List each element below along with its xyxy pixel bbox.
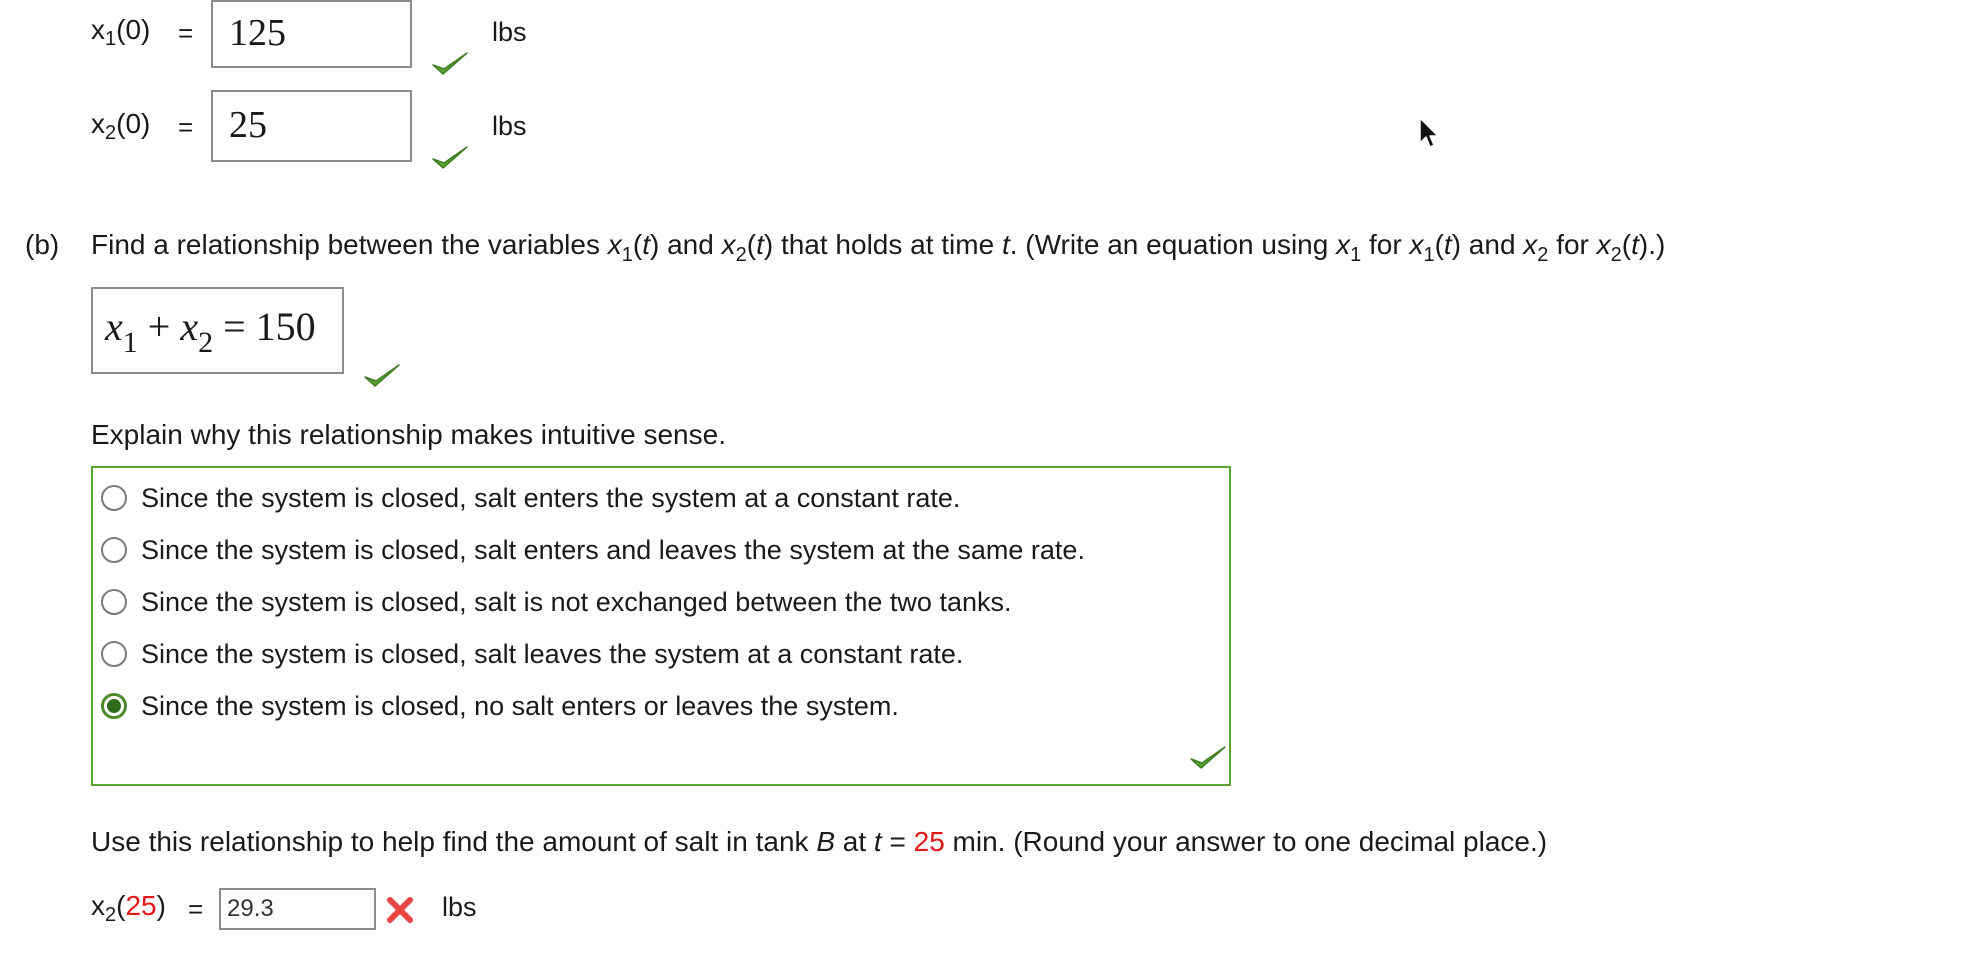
- text-segment: min. (Round your answer to one decimal place.): [944, 826, 1548, 857]
- x2-initial-label: [91, 108, 151, 144]
- var-x: x: [1409, 229, 1424, 260]
- var-sub: 2: [735, 244, 747, 266]
- var-x: x: [1596, 229, 1611, 260]
- paren: (: [116, 890, 126, 921]
- time-value: 25: [913, 826, 945, 857]
- choice-option-selected[interactable]: [101, 686, 899, 726]
- x1-equals: =: [178, 18, 194, 48]
- x2-at-time-unit: lbs: [442, 892, 477, 922]
- choice-label: Since the system is closed, salt is not exchanged between the two tanks.: [141, 586, 1012, 617]
- paren: ): [650, 229, 660, 260]
- equation-input[interactable]: [91, 287, 344, 374]
- text-segment: Find a relationship between the variables: [91, 229, 608, 260]
- radio-button[interactable]: [101, 589, 127, 615]
- var-t: t: [756, 229, 764, 260]
- x2-at-time-label: [91, 890, 166, 926]
- x1-initial-input[interactable]: 125: [211, 0, 412, 68]
- var-sub: 1: [621, 244, 633, 266]
- check-mark-icon: [430, 50, 470, 78]
- x1-arg: (0): [116, 14, 151, 45]
- var-t: t: [1631, 229, 1639, 260]
- x2-at-time-equals: =: [188, 894, 204, 924]
- eq-sub: 1: [122, 326, 138, 359]
- eq-var-x1: x: [105, 304, 123, 349]
- paren: (: [1434, 229, 1444, 260]
- text-segment: and: [1461, 229, 1524, 260]
- var-sub: 2: [1537, 244, 1549, 266]
- var-x: x: [1523, 229, 1538, 260]
- choice-label: Since the system is closed, salt leaves the system at a constant rate.: [141, 638, 964, 669]
- explanation-choices: [91, 466, 1231, 786]
- text-segment: that holds at time: [773, 229, 1002, 260]
- paren: ): [1451, 229, 1462, 260]
- mouse-pointer-icon: [1418, 117, 1440, 151]
- check-mark-icon: [430, 144, 470, 172]
- cross-mark-icon: [386, 896, 414, 924]
- radio-button-selected[interactable]: [101, 693, 127, 719]
- radio-button[interactable]: [101, 485, 127, 511]
- tank-label: B: [816, 826, 835, 857]
- eq-sub: 2: [198, 326, 214, 359]
- text-segment: for: [1548, 229, 1597, 260]
- time-value: 25: [125, 890, 157, 921]
- check-mark-icon: [362, 362, 402, 390]
- choice-label: Since the system is closed, salt enters the system at a constant rate.: [141, 482, 961, 513]
- text-segment: Use this relationship to help find the amount of salt in tank: [91, 826, 817, 857]
- radio-button[interactable]: [101, 641, 127, 667]
- text-segment: =: [881, 826, 914, 857]
- choice-option[interactable]: [101, 582, 1011, 622]
- eq-var-x2: x: [180, 304, 199, 349]
- x1-unit: lbs: [492, 17, 527, 47]
- choice-option[interactable]: [101, 478, 960, 518]
- eq-rhs: = 150: [213, 304, 316, 349]
- var-x: x: [607, 229, 622, 260]
- var-sub: 2: [1610, 244, 1622, 266]
- paren: ): [763, 229, 774, 260]
- part-b-question: [91, 229, 1666, 266]
- x2-initial-input[interactable]: 25: [211, 90, 412, 162]
- x1-sub: 1: [105, 28, 117, 50]
- choice-label: Since the system is closed, salt enters and leaves the system at the same rate.: [141, 534, 1085, 565]
- var-x: x: [1336, 229, 1351, 260]
- eq-plus: +: [137, 304, 181, 349]
- x2-var: x: [91, 108, 105, 139]
- choice-label: Since the system is closed, no salt enters or leaves the system.: [141, 690, 899, 721]
- text-segment: . (Write an equation using: [1009, 229, 1337, 260]
- var-sub: 1: [1350, 244, 1362, 266]
- var-x: x: [721, 229, 736, 260]
- radio-button[interactable]: [101, 537, 127, 563]
- var-t: t: [1001, 229, 1010, 260]
- paren: ).): [1638, 229, 1666, 260]
- explain-prompt: Explain why this relationship makes intuitive sense.: [91, 419, 726, 450]
- var-t: t: [1443, 229, 1452, 260]
- var-t: t: [642, 229, 650, 260]
- var-x: x: [91, 890, 105, 921]
- x1-var: x: [91, 14, 105, 45]
- var-sub: 1: [1423, 244, 1435, 266]
- use-relationship-question: [91, 826, 1547, 858]
- paren: ): [156, 890, 166, 921]
- paren: (: [632, 229, 643, 260]
- check-mark-icon: [1188, 744, 1228, 772]
- paren: (: [1621, 229, 1632, 260]
- paren: (: [746, 229, 757, 260]
- part-b-label: (b): [25, 229, 60, 260]
- x2-equals: =: [178, 112, 194, 142]
- choice-option[interactable]: [101, 634, 963, 674]
- x2-at-time-input[interactable]: 29.3: [219, 888, 376, 930]
- x2-unit: lbs: [492, 111, 527, 141]
- x1-initial-label: [91, 14, 151, 50]
- x2-arg: (0): [116, 108, 151, 139]
- x2-sub: 2: [105, 122, 117, 144]
- text-segment: and: [659, 229, 722, 260]
- choice-option[interactable]: [101, 530, 1085, 570]
- text-segment: at: [835, 826, 874, 857]
- text-segment: for: [1361, 229, 1410, 260]
- var-t: t: [873, 826, 882, 857]
- var-sub: 2: [105, 904, 117, 926]
